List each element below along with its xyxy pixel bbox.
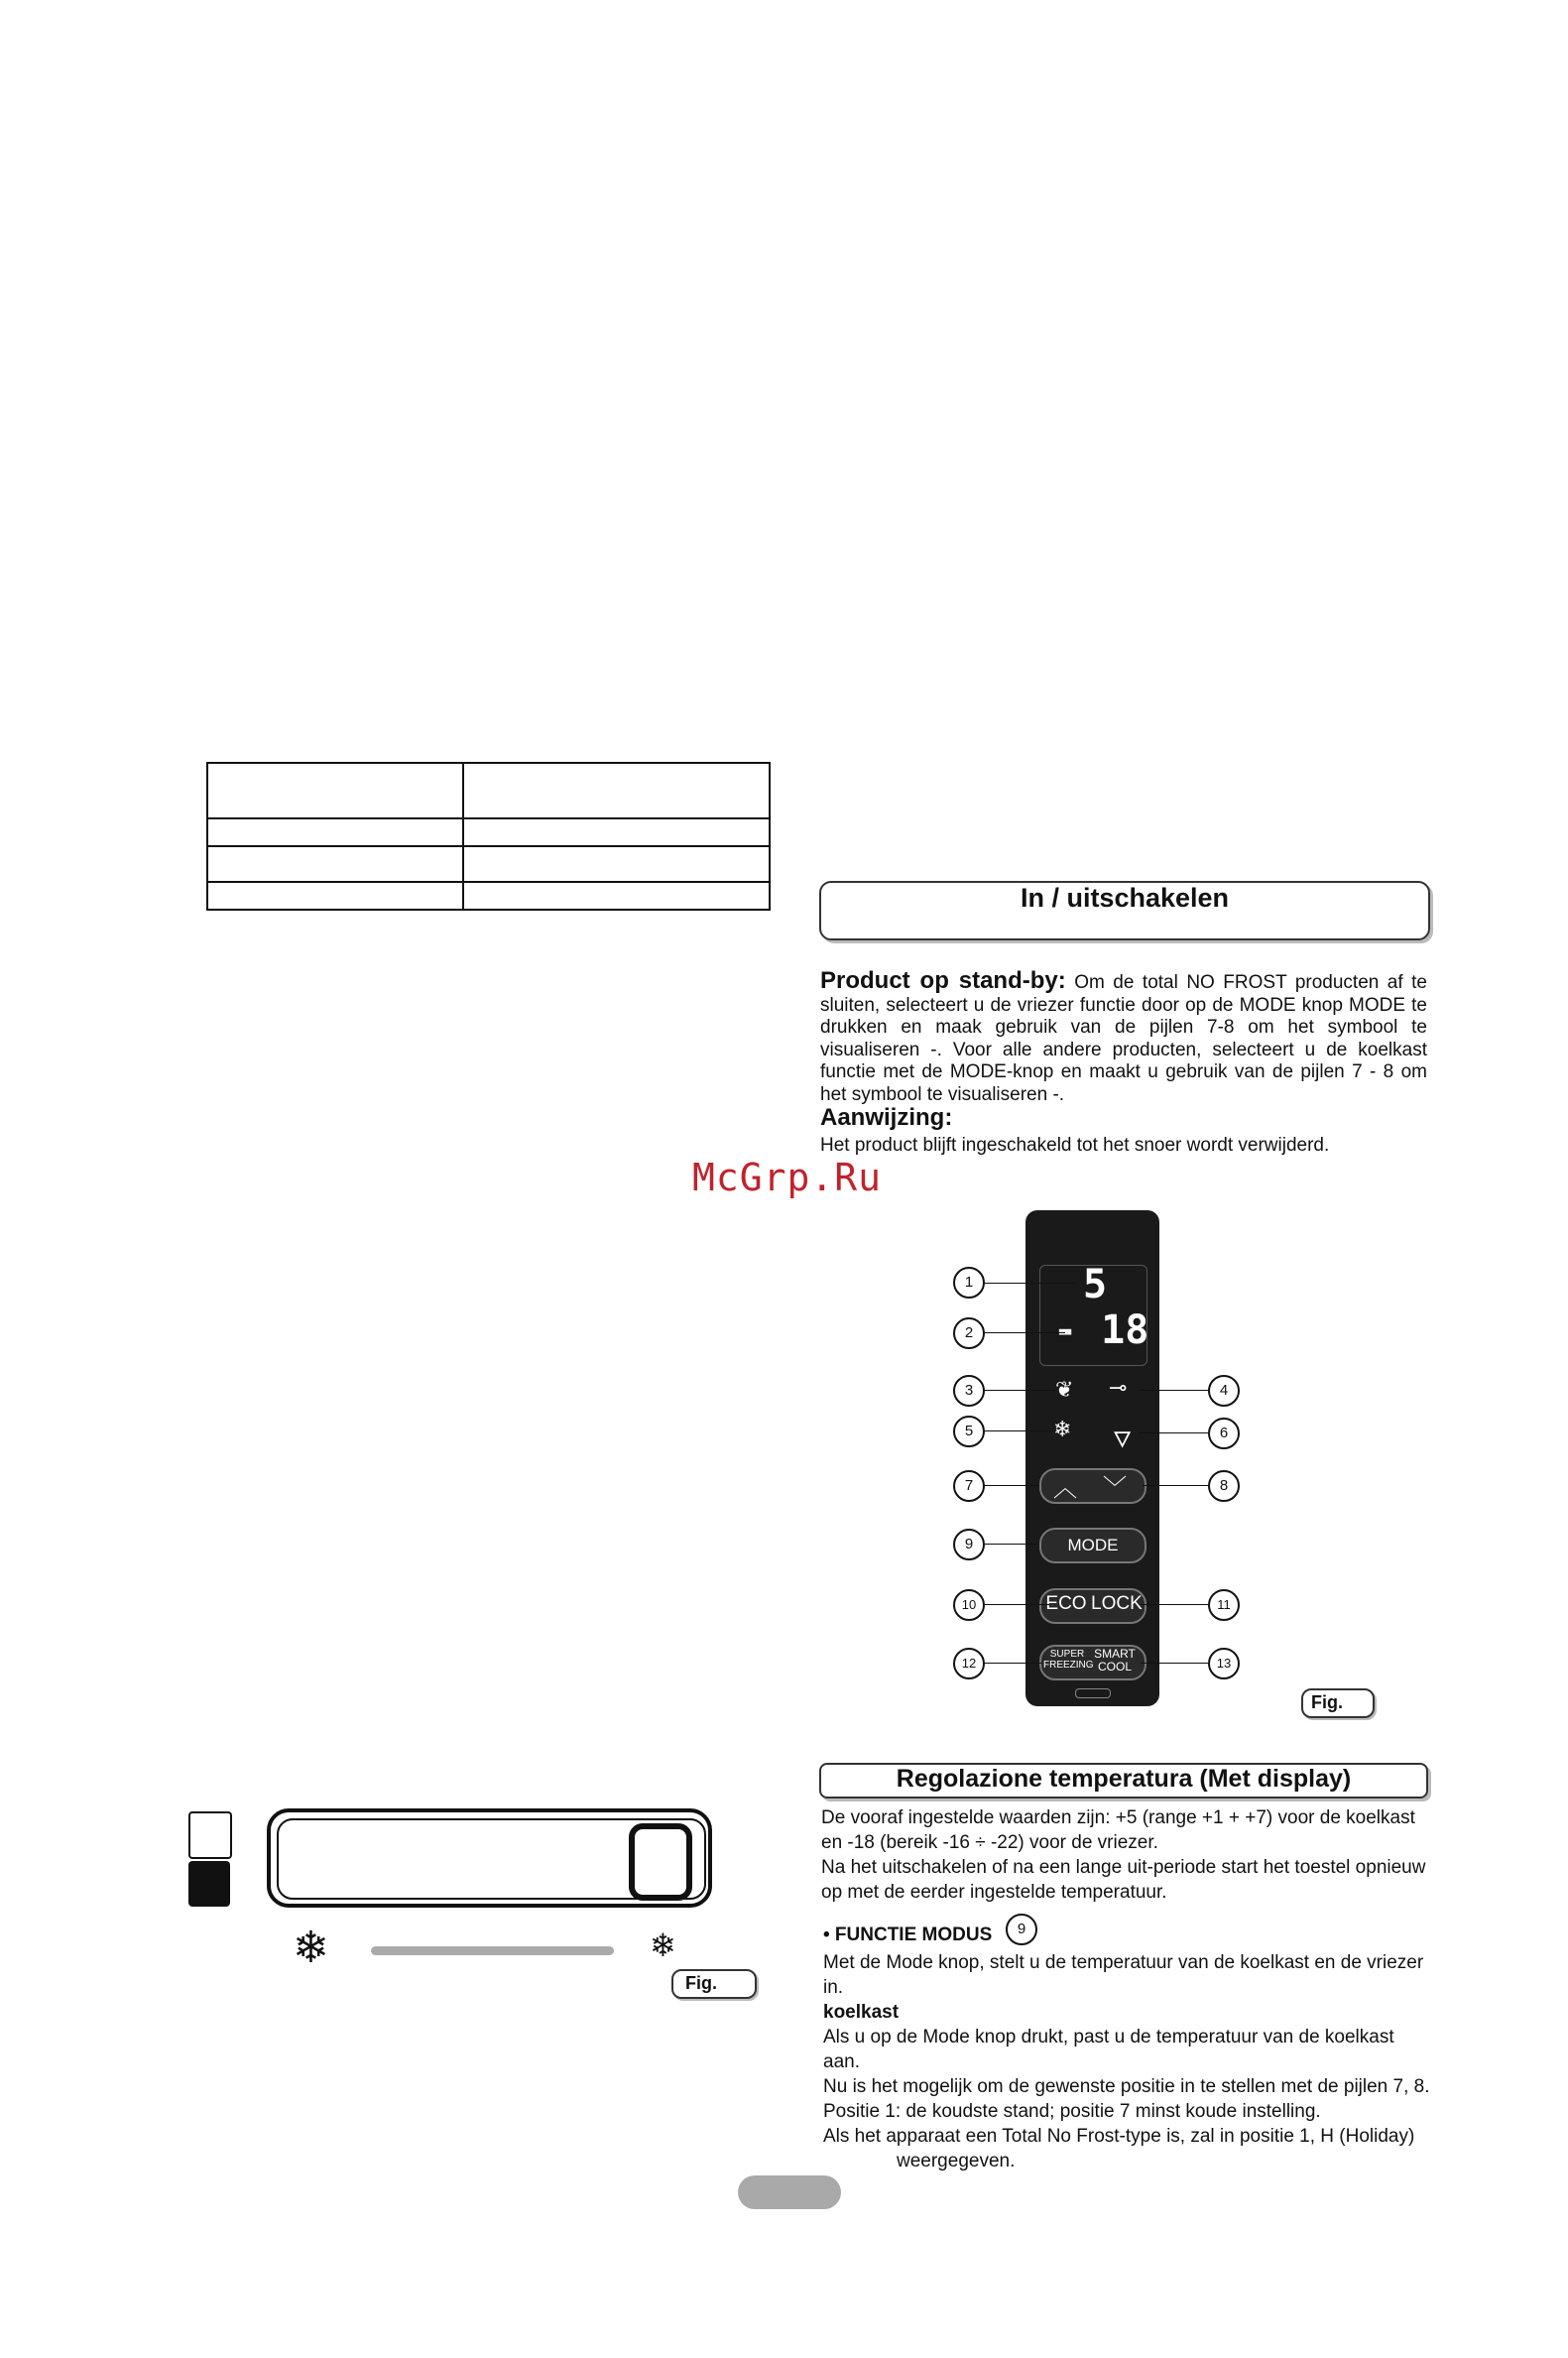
callout-line-4 [1141,1390,1208,1391]
callout-line-3 [984,1390,1055,1391]
koelkast-line-2: Nu is het mogelijk om de gewenste positie in te stellen met de pijlen 7, 8. [823,2076,1430,2097]
table-cell [463,846,770,882]
fig-label-panel [1301,1688,1375,1718]
table-cell [207,882,463,910]
temp-intro [821,1805,1432,1905]
callout-line-11 [1141,1604,1208,1605]
function-mode-text [823,1950,1434,2173]
watermark: McGrp.Ru [692,1156,883,1199]
fig-label-text: Fig. [685,1973,717,1993]
callout-4: 4 [1208,1375,1240,1407]
display-freezer-temp: - 18 [1053,1307,1149,1353]
callout-1: 1 [953,1267,985,1299]
koelkast-line-1: Als u op de Mode knop drukt, past u de temperatuur van de koelkast aan. [823,2027,1394,2072]
koelkast-line-5: weergegeven. [897,2151,1016,2172]
callout-line-7 [984,1485,1039,1486]
standby-text: Om de total NO FROST producten af te sluiten, selecteert u de vriezer functie door op de MODE knop MODE te drukken en maak gebruik van de pijlen 7-8 om het symbool te visualiseren -. Voor alle andere producten, selecteert u de koelkast functie met de MODE-knop en maakt u gebruik van de pijlen 7 - 8 om het symbool te visualiseren -. [820,972,1427,1105]
callout-11: 11 [1208,1589,1240,1621]
callout-9: 9 [953,1529,985,1560]
callout-line-1 [984,1283,1075,1284]
callout-line-6 [1139,1432,1208,1433]
note-heading: Aanwijzing: [820,1104,953,1131]
section-title-temp: Regolazione temperatura (Met display) [896,1765,1352,1793]
standby-paragraph [820,967,1427,1106]
section-title-onoff: In / uitschakelen [1020,883,1230,913]
temperature-scale-bar [371,1946,614,1955]
smart-label: SMART [1094,1647,1136,1661]
legend-square-dark [188,1861,230,1907]
koelkast-line-4: Als het apparaat een Total No Frost-type is, zal in positie 1, H (Holiday) [823,2126,1415,2147]
control-panel [1025,1210,1159,1706]
eco-button[interactable]: ECO [1045,1593,1087,1614]
mode-button-label: MODE [1067,1536,1119,1554]
snowflake-icon: ❄ [1053,1417,1072,1441]
eco-leaf-icon: ❦ [1055,1377,1074,1402]
temp-line-3: Na het uitschakelen of na een lange uit-periode start het toestel opnieuw [821,1857,1426,1878]
table-cell [463,763,770,818]
fig-label-text: Fig. [1311,1692,1343,1712]
section-header-onoff [819,881,1430,940]
table-cell [207,846,463,882]
callout-line-2 [984,1332,1065,1333]
callout-10: 10 [953,1589,985,1621]
table-cell [463,818,770,846]
smart-cool-button[interactable] [1091,1648,1139,1674]
callout-line-13 [1141,1663,1208,1664]
freezing-label: FREEZING [1043,1660,1094,1671]
callout-line-9 [984,1544,1039,1545]
temp-line-4: op met de eerder ingestelde temperatuur. [821,1882,1167,1903]
callout-3: 3 [953,1375,985,1407]
callout-line-8 [1143,1485,1208,1486]
indicator-dots [1075,1688,1111,1698]
display-fridge-temp: 5 [1083,1262,1108,1307]
mode-button[interactable] [1039,1528,1146,1563]
callout-5: 5 [953,1416,985,1447]
snowflake-small-icon: ❄ [650,1927,676,1963]
arrow-up-button[interactable]: ︿ [1053,1475,1077,1502]
standby-heading: Product op stand-by: [820,967,1066,994]
temp-line-1: De vooraf ingestelde waarden zijn: +5 (range +1 + +7) voor de koelkast [821,1807,1415,1828]
koelkast-label: koelkast [823,2002,900,2023]
function-mode-label: • FUNCTIE MODUS [823,1924,993,1945]
function-mode-number: 9 [1006,1914,1037,1945]
callout-8: 8 [1208,1470,1240,1502]
arrow-down-button[interactable]: ﹀ [1103,1475,1127,1502]
fig-label-thermostat [671,1969,757,1999]
lock-button[interactable]: LOCK [1091,1593,1143,1614]
legend-square-light [188,1811,232,1859]
super-label: SUPER [1049,1649,1085,1660]
callout-6: 6 [1208,1418,1240,1449]
page-number-pill [738,2175,841,2209]
note-text: Het product blijft ingeschakeld tot het snoer wordt verwijderd. [820,1135,1330,1156]
callout-7: 7 [953,1470,985,1502]
callout-2: 2 [953,1317,985,1349]
key-lock-icon: ⊸ [1109,1375,1128,1400]
koelkast-line-3: Positie 1: de koudste stand; positie 7 minst koude instelling. [823,2101,1321,2122]
section-header-temp [819,1763,1428,1799]
function-line-1: Met de Mode knop, stelt u de temperatuur van de koelkast en de vriezer in. [823,1952,1424,1998]
callout-line-5 [984,1430,1055,1431]
bottle-icon: 🜄 [1113,1427,1133,1452]
table-cell [207,818,463,846]
thermostat-knob[interactable] [629,1823,692,1901]
callout-12: 12 [953,1648,985,1679]
callout-13: 13 [1208,1648,1240,1679]
callout-line-12 [984,1663,1041,1664]
table-cell [463,882,770,910]
callout-line-10 [984,1604,1049,1605]
super-freezing-button[interactable] [1043,1649,1094,1671]
cool-label: COOL [1097,1660,1132,1674]
snowflake-large-icon: ❄ [293,1924,329,1972]
table-cell [207,763,463,818]
temp-line-2: en -18 (bereik -16 ÷ -22) voor de vriezer. [821,1832,1158,1853]
empty-table [206,762,771,911]
